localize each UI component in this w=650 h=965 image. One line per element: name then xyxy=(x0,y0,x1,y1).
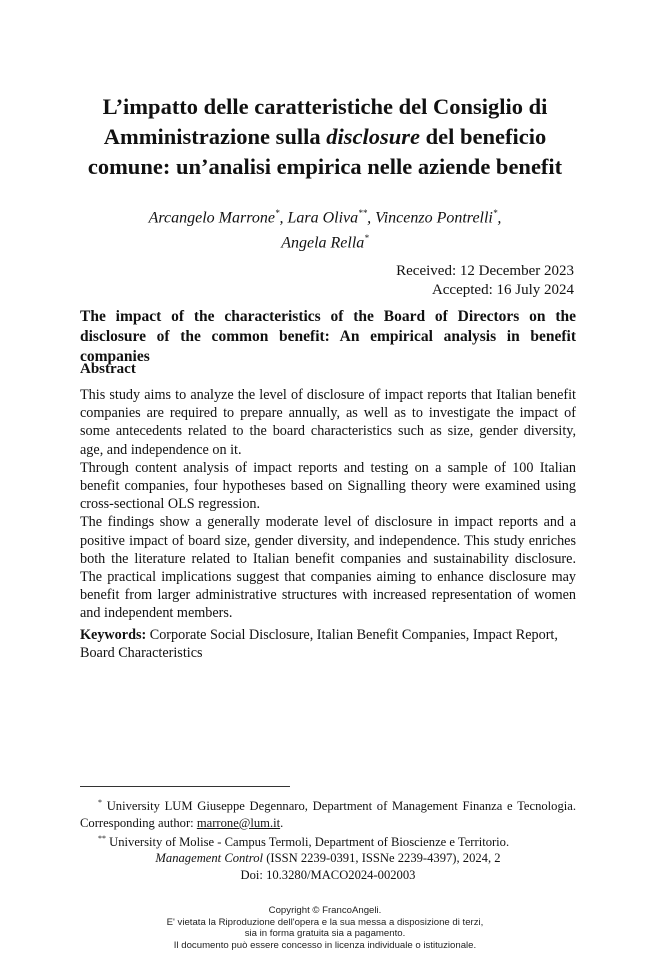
author-name: Lara Oliva xyxy=(287,209,359,227)
footnote-mark: ** xyxy=(98,834,106,844)
keywords-label: Keywords: xyxy=(80,627,147,643)
journal-line xyxy=(80,850,576,867)
journal-name: Management Control xyxy=(155,851,264,865)
abstract-body xyxy=(80,386,576,623)
footnote-text: University of Molise - Campus Termoli, Department of Bioscienze e Territorio. xyxy=(106,835,510,850)
title-line-2-end: del beneficio xyxy=(420,124,547,149)
author-separator: , xyxy=(279,209,288,227)
author-separator: , xyxy=(367,209,376,227)
affiliation-mark: * xyxy=(274,208,280,218)
abstract-paragraph: This study aims to analyze the level of disclosure of impact reports that Italian benefit companies are required to prepare annually, as well as to investigate the impact of some antecedents related to the board characteristics such as size, gender diversity, age, and independence on it. xyxy=(80,387,576,458)
abstract-heading: Abstract xyxy=(80,361,136,377)
copyright-line: E' vietata la Riproduzione dell'opera e la sua messa a disposizione di terzi, xyxy=(166,916,484,928)
author-line-2 xyxy=(90,228,560,253)
abstract-paragraph: The findings show a generally moderate level of disclosure in impact reports and a positive impact of board size, gender diversity, and independence. This study enriches both the literature related to Italian benefit companies and sustainability disclosure. The practical implications suggest that companies aiming to enhance disclosure may benefit from larger administrative structures with increased representation of women and independent members. xyxy=(80,514,576,622)
received-date: Received: 12 December 2023 xyxy=(396,263,574,279)
footnote-text: University LUM Giuseppe Degennaro, Department of Management Finanza e Tecnologia. Corresponding author: xyxy=(80,799,576,830)
doi: Doi: 10.3280/MACO2024-002003 xyxy=(240,867,416,882)
corresponding-email-link[interactable]: marrone@lum.it xyxy=(196,815,281,830)
copyright-line: Copyright © FrancoAngeli. xyxy=(268,905,382,916)
italian-title xyxy=(60,92,590,182)
author-name: Angela Rella xyxy=(281,234,365,252)
affiliation-mark: * xyxy=(492,208,498,218)
title-line-2-start: Amministrazione sulla xyxy=(103,124,327,149)
author-line-1 xyxy=(90,203,560,228)
author-list xyxy=(90,203,560,254)
author-name: Arcangelo Marrone xyxy=(148,209,275,227)
journal-details: (ISSN 2239-0391, ISSNe 2239-4397), 2024, 2 xyxy=(263,851,501,865)
copyright-line: sia in forma gratuita sia a pagamento. xyxy=(244,928,406,940)
accepted-date: Accepted: 16 July 2024 xyxy=(431,282,574,298)
keywords-text: Corporate Social Disclosure, Italian Benefit Companies, Impact Report, Board Characteristics xyxy=(80,627,558,662)
title-line-3: comune: un’analisi empirica nelle aziende benefit xyxy=(87,154,563,179)
title-line-2 xyxy=(60,122,590,152)
affiliation-mark: * xyxy=(364,233,369,244)
footnote-affiliation-2 xyxy=(80,831,576,851)
keywords xyxy=(80,626,576,662)
title-italic-word: disclosure xyxy=(326,124,421,149)
abstract-paragraph: Through content analysis of impact reports and testing on a sample of 100 Italian benefit companies, four hypotheses based on Signalling theory were examined using cross-sectional OLS regression. xyxy=(80,459,576,513)
footnotes xyxy=(80,795,576,851)
footnote-affiliation-1 xyxy=(80,795,576,831)
english-title: The impact of the characteristics of the Board of Directors on the disclosure of the common benefit: An empirical analysis in benefit companies xyxy=(80,308,576,365)
footnote-divider xyxy=(80,786,290,787)
author-name: Vincenzo Pontrelli xyxy=(375,209,493,227)
title-line-1: L’impatto delle caratteristiche del Consiglio di xyxy=(102,94,548,119)
author-separator: , xyxy=(497,209,502,227)
submission-dates xyxy=(274,262,574,300)
journal-info xyxy=(80,850,576,883)
footnote-mark: * xyxy=(98,798,102,807)
affiliation-mark: ** xyxy=(358,208,368,218)
copyright-notice xyxy=(60,905,590,951)
copyright-line: Il documento può essere concesso in licenza individuale o istituzionale. xyxy=(173,939,477,951)
footnote-tail: . xyxy=(280,815,284,830)
